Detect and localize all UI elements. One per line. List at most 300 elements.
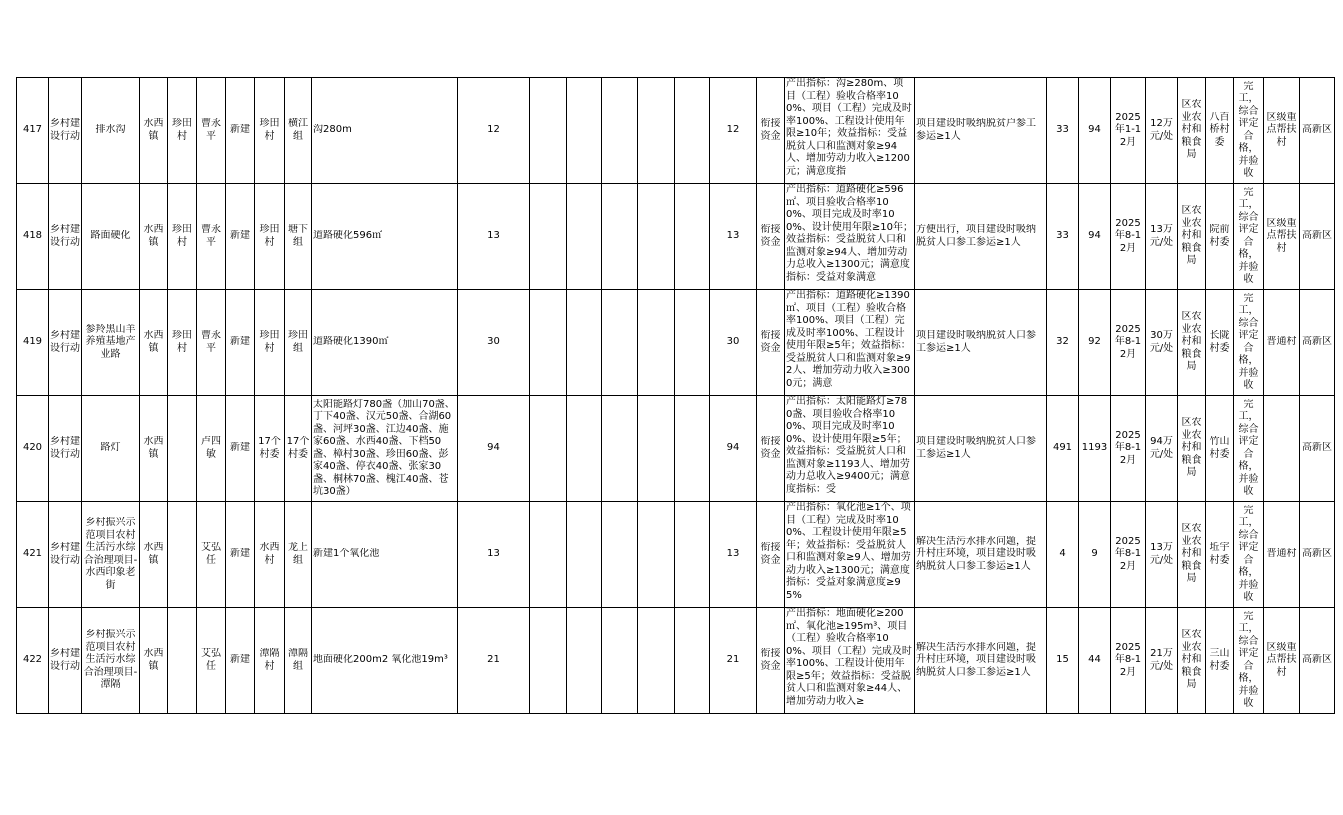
cell-town [140, 608, 168, 714]
cell-text: 区农业农村和粮食局 [1181, 629, 1202, 691]
cell-loc-group [285, 184, 312, 290]
cell-text: 33 [1056, 124, 1069, 136]
cell-loc-group [285, 290, 312, 396]
cell-text: 产出指标：沟≥280m、项目（工程）验收合格率100%、项目（工程）完成及时率100%、工程设计使用年限≥10年；效益指标：受益脱贫人口和监测对象≥94人、增加劳动力收入≥1200元；满意度指 [786, 78, 912, 177]
cell-village [168, 78, 197, 184]
cell-c3 [602, 290, 638, 396]
cell-category [49, 184, 82, 290]
cell-text: 竹山村委 [1209, 436, 1230, 460]
cell-person [197, 184, 226, 290]
cell-text: 区级重点帮扶村 [1266, 111, 1297, 148]
cell-text: 421 [22, 548, 43, 560]
cell-text: 2025年8-12月 [1114, 217, 1142, 254]
cell-text: 区农业农村和粮食局 [1181, 205, 1202, 267]
cell-text: 13万元/处 [1149, 224, 1174, 248]
cell-loc-group [285, 78, 312, 184]
cell-text: 94万元/处 [1149, 436, 1174, 460]
cell-text: 17个村委 [258, 436, 281, 460]
cell-loc-village [255, 502, 285, 608]
cell-loc-village [255, 184, 285, 290]
cell-mechanism [915, 78, 1047, 184]
cell-c2 [567, 502, 602, 608]
cell-content [312, 502, 458, 608]
cell-c5 [675, 78, 710, 184]
cell-district [1300, 502, 1335, 608]
cell-mechanism [915, 608, 1047, 714]
cell-text: 2025年1-12月 [1114, 111, 1142, 148]
cell-text: 高新区 [1302, 654, 1332, 666]
cell-text: 92 [1088, 336, 1101, 348]
cell-text: 区级重点帮扶村 [1266, 641, 1297, 678]
cell-text: 422 [22, 654, 43, 666]
cell-text: 珍田村 [172, 330, 192, 354]
cell-c1 [530, 78, 567, 184]
cell-text: 乡村建设行动 [50, 436, 80, 460]
cell-text: 乡村振兴示范项目农村生活污水综合治理项目-潭隔 [83, 629, 138, 691]
cell-subsidy [1146, 502, 1178, 608]
cell-text: 高新区 [1302, 124, 1332, 136]
cell-text: 八百桥村委 [1209, 111, 1230, 148]
cell-village [168, 396, 197, 502]
cell-person [197, 396, 226, 502]
cell-text: 产出指标：地面硬化≥200㎡、氧化池≥195m³、项目（工程）验收合格率100%、项目（工程）完成及时率100%、工程设计使用年限≥5年；效益指标：受益脱贫人口和监测对象≥44人、增加劳动力收入≥ [786, 608, 912, 707]
cell-dept [1178, 502, 1206, 608]
cell-loc-group [285, 608, 312, 714]
cell-text: 新建 [230, 124, 250, 136]
cell-text: 33 [1056, 230, 1069, 242]
cell-text: 94 [1088, 124, 1101, 136]
cell-c5 [675, 290, 710, 396]
cell-text: 完工，综合评定合格，并验收 [1238, 292, 1259, 391]
cell-subsidy [1146, 184, 1178, 290]
cell-dept [1178, 608, 1206, 714]
cell-village [168, 502, 197, 608]
cell-text: 潭隔村 [259, 648, 280, 672]
cell-text: 曹永平 [201, 330, 221, 354]
cell-project [82, 290, 140, 396]
cell-indicator [785, 290, 915, 396]
cell-period [1111, 502, 1146, 608]
cell-category [49, 78, 82, 184]
cell-text: 路面硬化 [90, 230, 131, 242]
cell-fund-type [757, 608, 785, 714]
cell-loc-village [255, 78, 285, 184]
cell-content [312, 396, 458, 502]
table-row [17, 184, 1335, 290]
cell-acceptance [1234, 396, 1264, 502]
cell-acceptance [1234, 502, 1264, 608]
cell-text: 30万元/处 [1149, 330, 1174, 354]
cell-text: 珍田村 [259, 224, 280, 248]
cell-subtotal [710, 184, 757, 290]
cell-c1 [530, 396, 567, 502]
cell-village [168, 184, 197, 290]
cell-c4 [638, 184, 675, 290]
cell-text: 沟280m [313, 124, 352, 136]
cell-text: 30 [487, 336, 500, 348]
cell-text: 乡村振兴示范项目农村生活污水综合治理项目-水西印象老街 [83, 517, 138, 591]
cell-category [49, 290, 82, 396]
cell-text: 新建 [230, 654, 250, 666]
cell-total [458, 502, 530, 608]
cell-text: 水西镇 [143, 330, 164, 354]
cell-category [49, 396, 82, 502]
cell-c4 [638, 78, 675, 184]
cell-district [1300, 78, 1335, 184]
cell-c3 [602, 396, 638, 502]
cell-subtotal [710, 608, 757, 714]
cell-text: 水西村 [259, 542, 280, 566]
cell-town [140, 290, 168, 396]
cell-text: 解决生活污水排水问题，提升村庄环境，项目建设时吸纳脱贫人口参工参运≥1人 [916, 641, 1036, 678]
cell-people [1079, 78, 1111, 184]
cell-dept [1178, 396, 1206, 502]
cell-text: 道路硬化596㎡ [313, 230, 383, 242]
cell-households [1047, 502, 1079, 608]
cell-text: 道路硬化1390㎡ [313, 336, 389, 348]
cell-text: 完工，综合评定合格，并验收 [1238, 398, 1259, 497]
cell-text: 参羚黑山羊养殖基地产业路 [85, 323, 136, 360]
cell-text: 4 [1059, 548, 1066, 560]
cell-text: 地面硬化200m2 氧化池19m³ [313, 654, 448, 666]
cell-nature [226, 184, 255, 290]
cell-c4 [638, 502, 675, 608]
cell-indicator [785, 502, 915, 608]
cell-acceptance [1234, 608, 1264, 714]
cell-text: 卢四敏 [201, 436, 221, 460]
cell-households [1047, 290, 1079, 396]
cell-project [82, 502, 140, 608]
cell-village [168, 608, 197, 714]
cell-text: 94 [487, 442, 500, 454]
cell-c2 [567, 396, 602, 502]
cell-dept [1178, 78, 1206, 184]
cell-text: 高新区 [1302, 336, 1332, 348]
cell-no [17, 78, 49, 184]
cell-c5 [675, 396, 710, 502]
cell-text: 潭隔组 [288, 648, 308, 672]
cell-district [1300, 290, 1335, 396]
cell-text: 衔接资金 [760, 118, 781, 142]
cell-c3 [602, 608, 638, 714]
cell-loc-group [285, 396, 312, 502]
cell-text: 普通村 [1266, 548, 1297, 560]
cell-text: 12万元/处 [1149, 118, 1174, 142]
cell-households [1047, 78, 1079, 184]
cell-text: 21 [487, 654, 500, 666]
cell-period [1111, 290, 1146, 396]
cell-text: 2025年8-12月 [1114, 641, 1142, 678]
cell-town [140, 502, 168, 608]
table-row [17, 502, 1335, 608]
cell-implementer [1206, 184, 1234, 290]
cell-person [197, 502, 226, 608]
cell-text: 项目建设时吸纳脱贫人口参工参运≥1人 [916, 330, 1036, 354]
cell-text: 21 [726, 654, 740, 666]
cell-fund-type [757, 396, 785, 502]
cell-text: 曹永平 [201, 118, 221, 142]
cell-text: 13万元/处 [1149, 542, 1174, 566]
cell-text: 路灯 [100, 442, 121, 454]
cell-village-type [1264, 502, 1300, 608]
cell-text: 新建 [230, 230, 250, 242]
cell-c2 [567, 290, 602, 396]
cell-total [458, 184, 530, 290]
cell-text: 珍田村 [259, 330, 280, 354]
cell-town [140, 184, 168, 290]
cell-category [49, 502, 82, 608]
cell-project [82, 396, 140, 502]
cell-dept [1178, 290, 1206, 396]
cell-text: 高新区 [1302, 548, 1332, 560]
table-row [17, 608, 1335, 714]
cell-text: 94 [1088, 230, 1101, 242]
cell-text: 32 [1056, 336, 1069, 348]
cell-subtotal [710, 396, 757, 502]
cell-indicator [785, 78, 915, 184]
cell-district [1300, 184, 1335, 290]
cell-text: 417 [22, 124, 43, 136]
cell-mechanism [915, 290, 1047, 396]
cell-text: 乡村建设行动 [50, 224, 80, 248]
cell-text: 普通村 [1266, 336, 1297, 348]
cell-loc-village [255, 396, 285, 502]
cell-text: 完工，综合评定合格，并验收 [1238, 80, 1259, 179]
cell-text: 排水沟 [95, 124, 126, 136]
cell-text: 13 [726, 230, 740, 242]
cell-implementer [1206, 290, 1234, 396]
cell-subsidy [1146, 290, 1178, 396]
cell-fund-type [757, 78, 785, 184]
cell-text: 完工，综合评定合格，并验收 [1238, 610, 1259, 709]
cell-period [1111, 78, 1146, 184]
cell-text: 水西镇 [143, 118, 164, 142]
cell-text: 解决生活污水排水问题，提升村庄环境，项目建设时吸纳脱贫人口参工参运≥1人 [916, 535, 1036, 572]
cell-c4 [638, 608, 675, 714]
cell-c2 [567, 608, 602, 714]
cell-project [82, 184, 140, 290]
cell-dept [1178, 184, 1206, 290]
cell-text: 衔接资金 [760, 330, 781, 354]
cell-text: 12 [487, 124, 500, 136]
cell-text: 项目建设时吸纳脱贫户参工参运≥1人 [916, 118, 1036, 142]
cell-text: 产出指标：道路硬化≥1390㎡、项目（工程）验收合格率100%、项目（工程）完成及时率100%、工程设计使用年限≥5年；效益指标：受益脱贫人口和监测对象≥92人、增加劳动力收入≥3000元；满意 [786, 290, 911, 389]
cell-district [1300, 608, 1335, 714]
cell-text: 长陇村委 [1209, 330, 1230, 354]
cell-c3 [602, 78, 638, 184]
cell-text: 30 [726, 336, 740, 348]
cell-content [312, 290, 458, 396]
cell-mechanism [915, 184, 1047, 290]
cell-text: 17个村委 [286, 436, 310, 460]
cell-implementer [1206, 608, 1234, 714]
cell-village-type [1264, 290, 1300, 396]
cell-text: 龙上组 [288, 542, 308, 566]
cell-loc-group [285, 502, 312, 608]
cell-text: 珍田村 [172, 224, 192, 248]
cell-text: 完工，综合评定合格，并验收 [1238, 504, 1259, 603]
cell-acceptance [1234, 184, 1264, 290]
cell-loc-village [255, 290, 285, 396]
cell-mechanism [915, 502, 1047, 608]
cell-text: 水西镇 [143, 436, 164, 460]
cell-text: 方便出行，项目建设时吸纳脱贫人口参工参运≥1人 [916, 224, 1036, 248]
cell-village-type [1264, 396, 1300, 502]
cell-text: 12 [726, 124, 740, 136]
cell-text: 曹永平 [201, 224, 221, 248]
cell-c1 [530, 290, 567, 396]
cell-total [458, 396, 530, 502]
cell-c1 [530, 608, 567, 714]
cell-text: 塘下组 [288, 224, 308, 248]
cell-text: 乡村建设行动 [50, 330, 80, 354]
cell-text: 2025年8-12月 [1114, 535, 1142, 572]
project-table [16, 77, 1335, 714]
cell-fund-type [757, 502, 785, 608]
cell-subsidy [1146, 78, 1178, 184]
cell-text: 区农业农村和粮食局 [1181, 99, 1202, 161]
cell-implementer [1206, 396, 1234, 502]
cell-town [140, 396, 168, 502]
cell-no [17, 290, 49, 396]
cell-people [1079, 290, 1111, 396]
cell-text: 419 [22, 336, 43, 348]
cell-text: 坵宇村委 [1209, 542, 1230, 566]
cell-c5 [675, 502, 710, 608]
cell-households [1047, 184, 1079, 290]
cell-text: 乡村建设行动 [50, 118, 80, 142]
cell-c4 [638, 396, 675, 502]
cell-village-type [1264, 608, 1300, 714]
cell-text: 水西镇 [143, 648, 164, 672]
table-row [17, 290, 1335, 396]
table-row [17, 78, 1335, 184]
cell-c5 [675, 184, 710, 290]
table-row [17, 396, 1335, 502]
cell-project [82, 78, 140, 184]
cell-content [312, 608, 458, 714]
cell-content [312, 184, 458, 290]
cell-village-type [1264, 78, 1300, 184]
cell-implementer [1206, 502, 1234, 608]
cell-project [82, 608, 140, 714]
cell-text: 新建 [230, 442, 250, 454]
cell-text: 水西镇 [143, 224, 164, 248]
cell-district [1300, 396, 1335, 502]
cell-c2 [567, 78, 602, 184]
cell-text: 产出指标：道路硬化≥596㎡、项目验收合格率100%、项目完成及时率100%、设计使用年限≥10年；效益指标：受益脱贫人口和监测对象≥94人、增加劳动力总收入≥1300元；满意度指标：受益对象满意 [786, 184, 913, 283]
cell-nature [226, 396, 255, 502]
cell-category [49, 608, 82, 714]
cell-text: 乡村建设行动 [50, 648, 80, 672]
cell-text: 13 [726, 548, 740, 560]
cell-text: 艾弘任 [201, 542, 221, 566]
cell-people [1079, 396, 1111, 502]
cell-text: 水西镇 [143, 542, 164, 566]
cell-subtotal [710, 78, 757, 184]
cell-text: 项目建设时吸纳脱贫人口参工参运≥1人 [916, 436, 1036, 460]
cell-no [17, 184, 49, 290]
cell-text: 区农业农村和粮食局 [1181, 311, 1202, 373]
cell-period [1111, 608, 1146, 714]
cell-mechanism [915, 396, 1047, 502]
cell-text: 三山村委 [1209, 648, 1230, 672]
cell-town [140, 78, 168, 184]
cell-subtotal [710, 290, 757, 396]
cell-text: 乡村建设行动 [50, 542, 80, 566]
cell-text: 491 [1052, 442, 1073, 454]
cell-no [17, 396, 49, 502]
cell-text: 9 [1091, 548, 1098, 560]
cell-people [1079, 502, 1111, 608]
cell-person [197, 290, 226, 396]
cell-text: 21万元/处 [1149, 648, 1174, 672]
cell-person [197, 608, 226, 714]
cell-c3 [602, 502, 638, 608]
cell-indicator [785, 608, 915, 714]
cell-text: 珍田村 [259, 118, 280, 142]
cell-text: 44 [1088, 654, 1101, 666]
cell-text: 横江组 [288, 118, 308, 142]
cell-text: 420 [22, 442, 43, 454]
cell-text: 完工，综合评定合格，并验收 [1238, 186, 1259, 285]
cell-text: 新建 [230, 548, 250, 560]
cell-fund-type [757, 290, 785, 396]
cell-c2 [567, 184, 602, 290]
cell-text: 衔接资金 [760, 648, 781, 672]
cell-text: 区农业农村和粮食局 [1181, 417, 1202, 479]
cell-period [1111, 184, 1146, 290]
cell-acceptance [1234, 78, 1264, 184]
cell-text: 区级重点帮扶村 [1266, 217, 1297, 254]
cell-c4 [638, 290, 675, 396]
cell-loc-village [255, 608, 285, 714]
cell-total [458, 608, 530, 714]
cell-text: 13 [487, 548, 500, 560]
cell-text: 院前村委 [1209, 224, 1230, 248]
cell-people [1079, 184, 1111, 290]
cell-nature [226, 78, 255, 184]
cell-text: 13 [487, 230, 500, 242]
cell-subsidy [1146, 396, 1178, 502]
cell-text: 高新区 [1302, 230, 1332, 242]
cell-text: 2025年8-12月 [1114, 323, 1142, 360]
cell-indicator [785, 396, 915, 502]
cell-text: 珍田组 [288, 330, 308, 354]
cell-no [17, 608, 49, 714]
cell-nature [226, 290, 255, 396]
cell-village-type [1264, 184, 1300, 290]
cell-indicator [785, 184, 915, 290]
cell-text: 珍田村 [172, 118, 192, 142]
cell-c5 [675, 608, 710, 714]
cell-fund-type [757, 184, 785, 290]
cell-text: 区农业农村和粮食局 [1181, 523, 1202, 585]
cell-text: 新建1个氧化池 [313, 548, 380, 560]
cell-text: 产出指标：氧化池≥1个、项目（工程）完成及时率100%、工程设计使用年限≥5年；效益指标：受益脱贫人口和监测对象≥9人、增加劳动力收入≥1300元；满意度指标：受益对象满意度≥95% [786, 502, 911, 601]
cell-no [17, 502, 49, 608]
cell-subtotal [710, 502, 757, 608]
cell-text: 产出指标：太阳能路灯≥780盏、项目验收合格率100%、项目完成及时率100%、设计使用年限≥5年；效益指标：受益脱贫人口和监测对象≥1193人、增加劳动力总收入≥9400元；满意度指标：受 [786, 396, 910, 495]
cell-text: 94 [726, 442, 740, 454]
cell-person [197, 78, 226, 184]
cell-c1 [530, 502, 567, 608]
cell-period [1111, 396, 1146, 502]
cell-text: 1193 [1081, 442, 1108, 454]
cell-households [1047, 608, 1079, 714]
cell-acceptance [1234, 290, 1264, 396]
cell-total [458, 78, 530, 184]
